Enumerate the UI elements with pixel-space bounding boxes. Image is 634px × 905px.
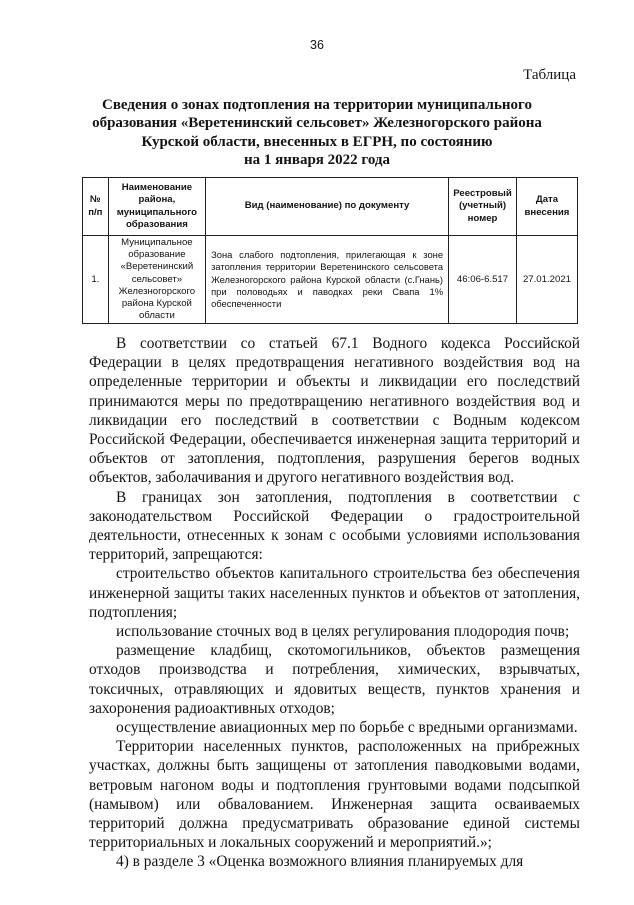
paragraph: В соответствии со статьей 67.1 Водного кодекса Российской Федерации в целях предотвращения негативного воздействия вод на определенные территории и объекты и ликвидации его последствий принимаются меры по предотвращению негативного воздействия вод и ликвидации его последствий в соответствии с Водным кодексом Российской Федерации, обеспечивается инженерная защита территорий и объектов от затопления, подтопления, разрушения берегов водных объектов, заболачивания и другого негативного воздействия вод. (89, 335, 580, 487)
page-number: 36 (310, 38, 324, 52)
header-entry-date: Дата внесения (516, 178, 577, 236)
paragraph: В границах зон затопления, подтопления в соответствии с законодательством Российской Федерации о градостроительной деятельности, отнесенных к зонам с особыми условиями использования территорий, запрещаются: (89, 488, 580, 564)
table-header-row (83, 178, 578, 236)
cell-municipality: Муниципальное образование «Веретенинский сельсовет» Железногорского района Курской области (108, 236, 205, 324)
paragraph: строительство объектов капитального строительства без обеспечения инженерной защиты таких населенных пунктов и объектов от затопления, подтопления; (89, 565, 580, 621)
header-municipality: Наименование района, муниципального образования (108, 178, 205, 236)
cell-document-type: Зона слабого подтопления, прилегающая к зоне затопления территории Веретенинского сельсовета Железногорского района Курской области (с.Гнань) при половодьях и паводках реки Свапа 1% обеспеченности (206, 236, 449, 324)
paragraph: размещение кладбищ, скотомогильников, объектов размещения отходов производства и потребления, химических, взрывчатых, токсичных, отравляющих и ядовитых веществ, пунктов хранения и захоронения радиоактивных отходов; (89, 642, 580, 717)
table-label: Таблица (523, 67, 576, 83)
title-line: на 1 января 2022 года (243, 151, 391, 168)
header-registry-number: Реестровый (учетный) номер (449, 178, 517, 236)
document-title (90, 96, 544, 169)
title-line: Сведения о зонах подтопления на территории муниципального (102, 97, 532, 113)
body-text (89, 334, 580, 872)
paragraph: использование сточных вод в целях регулирования плодородия почв; (116, 623, 570, 641)
paragraph: 4) в разделе 3 «Оценка возможного влияния планируемых для (116, 853, 524, 871)
title-line: Курской области, внесенных в ЕГРН, по состоянию (141, 133, 493, 150)
header-document-type: Вид (наименование) по документу (206, 178, 449, 236)
title-line: образования «Веретенинский сельсовет» Железногорского района (92, 115, 542, 132)
paragraph: осуществление авиационных мер по борьбе с вредными организмами. (116, 719, 578, 737)
header-number: № п/п (83, 178, 109, 236)
flood-zones-table (82, 177, 578, 324)
cell-number: 1. (83, 236, 109, 324)
cell-registry-number: 46:06-6.517 (449, 236, 517, 324)
cell-entry-date: 27.01.2021 (516, 236, 577, 324)
paragraph: Территории населенных пунктов, расположенных на прибрежных участках, должны быть защищены от затопления паводковыми водами, ветровым нагоном воды и подтопления грунтовыми водами подсыпкой (намывом) или обвалованием. Инженерная защита осваиваемых территорий должна предусматривать образование единой системы территориальных и локальных сооружений и мероприятий.»; (89, 738, 580, 852)
table-row (83, 236, 578, 324)
